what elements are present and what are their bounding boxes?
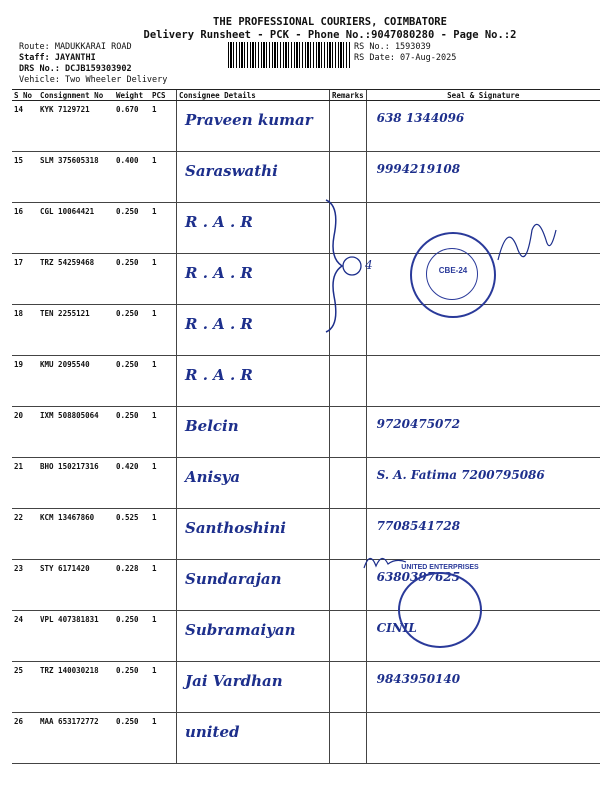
row-remarks	[330, 101, 367, 152]
table-row	[12, 509, 600, 560]
row-consignee-name: R . A . R	[177, 305, 330, 356]
row-weight: 0.250	[114, 203, 150, 254]
row-signature	[366, 305, 600, 356]
vehicle-text: Vehicle: Two Wheeler Delivery	[19, 75, 168, 85]
row-pcs: 1	[150, 203, 177, 254]
row-consignment-no: TEN 2255121	[38, 305, 114, 356]
col-weight: Weight	[114, 90, 150, 101]
row-remarks	[330, 662, 367, 713]
row-sno: 19	[12, 356, 38, 407]
row-consignee-name: R . A . R	[177, 254, 330, 305]
runsheet-table	[12, 89, 600, 764]
row-pcs: 1	[150, 560, 177, 611]
col-seal: Seal & Signature	[366, 90, 600, 101]
bracket-count-text: 4	[365, 258, 373, 272]
row-weight: 0.250	[114, 305, 150, 356]
row-weight: 0.250	[114, 356, 150, 407]
row-weight: 0.250	[114, 254, 150, 305]
row-remarks	[330, 356, 367, 407]
row-remarks	[330, 407, 367, 458]
col-consignee: Consignee Details	[177, 90, 330, 101]
row-consignment-no: IXM 508805064	[38, 407, 114, 458]
row-consignment-no: KCM 13467860	[38, 509, 114, 560]
row-consignment-no: TRZ 140030218	[38, 662, 114, 713]
rs-no-text: RS No.: 1593039	[354, 42, 431, 52]
row-pcs: 1	[150, 101, 177, 152]
row-consignee-name: Saraswathi	[177, 152, 330, 203]
row-weight: 0.250	[114, 611, 150, 662]
staff-text: Staff: JAYANTHI	[19, 53, 96, 63]
row-consignee-name: R . A . R	[177, 203, 330, 254]
row-consignment-no: VPL 407381831	[38, 611, 114, 662]
row-consignment-no: STY 6171420	[38, 560, 114, 611]
route-text: Route: MADUKKARAI ROAD	[19, 42, 132, 52]
row-remarks	[330, 458, 367, 509]
seal-stamp-1	[410, 232, 496, 318]
bracket-annotation	[318, 196, 368, 336]
table-row	[12, 611, 600, 662]
table-row	[12, 458, 600, 509]
row-weight: 0.250	[114, 713, 150, 764]
row-consignee-name: Praveen kumar	[177, 101, 330, 152]
row-consignment-no: SLM 375605318	[38, 152, 114, 203]
row-consignment-no: MAA 653172772	[38, 713, 114, 764]
row-signature: 9720475072	[366, 407, 600, 458]
table-row	[12, 407, 600, 458]
col-consignment: Consignment No	[38, 90, 114, 101]
row-pcs: 1	[150, 458, 177, 509]
row-signature	[366, 356, 600, 407]
row-consignee-name: Anisya	[177, 458, 330, 509]
row-pcs: 1	[150, 407, 177, 458]
row-sno: 24	[12, 611, 38, 662]
row-consignee-name: Belcin	[177, 407, 330, 458]
row-sno: 26	[12, 713, 38, 764]
row-pcs: 1	[150, 356, 177, 407]
row-pcs: 1	[150, 611, 177, 662]
table-header-row	[12, 90, 600, 101]
row-consignment-no: BHO 150217316	[38, 458, 114, 509]
row-consignment-no: CGL 10064421	[38, 203, 114, 254]
table-row	[12, 560, 600, 611]
row-sno: 16	[12, 203, 38, 254]
row-pcs: 1	[150, 509, 177, 560]
row-signature: 6380397625	[366, 560, 600, 611]
row-consignee-name: Subramaiyan	[177, 611, 330, 662]
row-pcs: 1	[150, 662, 177, 713]
meta-right	[354, 42, 456, 64]
row-sno: 18	[12, 305, 38, 356]
table-row	[12, 356, 600, 407]
row-weight: 0.420	[114, 458, 150, 509]
seal-stamp-2	[398, 564, 482, 648]
row-consignment-no: KMU 2095540	[38, 356, 114, 407]
row-weight: 0.250	[114, 662, 150, 713]
col-pcs: PCS	[150, 90, 177, 101]
drs-text: DRS No.: DCJB159303902	[19, 64, 132, 74]
row-sno: 23	[12, 560, 38, 611]
row-sno: 15	[12, 152, 38, 203]
row-consignee-name: Santhoshini	[177, 509, 330, 560]
row-signature: 7708541728	[366, 509, 600, 560]
row-consignee-name: Jai Vardhan	[177, 662, 330, 713]
row-pcs: 1	[150, 254, 177, 305]
row-consignee-name: united	[177, 713, 330, 764]
row-sno: 25	[12, 662, 38, 713]
barcode-image	[228, 42, 350, 68]
table-row	[12, 662, 600, 713]
runsheet-subtitle: Delivery Runsheet - PCK - Phone No.:9047080280 - Page No.:2	[143, 29, 517, 41]
row-remarks	[330, 713, 367, 764]
row-signature: 638 1344096	[366, 101, 600, 152]
row-signature	[366, 713, 600, 764]
row-weight: 0.525	[114, 509, 150, 560]
row-signature: CINIL	[366, 611, 600, 662]
col-sno: S No	[12, 90, 38, 101]
table-row	[12, 305, 600, 356]
row-weight: 0.400	[114, 152, 150, 203]
row-consignment-no: TRZ 54259468	[38, 254, 114, 305]
signature-scribble-2	[360, 548, 410, 574]
stamp2-text: UNITED ENTERPRISES	[401, 564, 479, 571]
row-consignee-name: R . A . R	[177, 356, 330, 407]
signature-scribble-1	[488, 210, 558, 270]
row-signature: 9843950140	[366, 662, 600, 713]
table-row	[12, 713, 600, 764]
table-row	[12, 152, 600, 203]
row-signature: 9994219108	[366, 152, 600, 203]
row-sno: 22	[12, 509, 38, 560]
runsheet-title: THE PROFESSIONAL COURIERS, COIMBATORE	[213, 16, 447, 28]
row-sno: 17	[12, 254, 38, 305]
stamp1-text: CBE-24	[438, 266, 468, 275]
rs-date-text: RS Date: 07-Aug-2025	[354, 53, 457, 63]
row-signature: S. A. Fatima 7200795086	[366, 458, 600, 509]
row-consignment-no: KYK 7129721	[38, 101, 114, 152]
row-remarks	[330, 611, 367, 662]
row-pcs: 1	[150, 713, 177, 764]
col-remarks: Remarks	[330, 90, 367, 101]
row-sno: 20	[12, 407, 38, 458]
row-sno: 14	[12, 101, 38, 152]
row-remarks	[330, 152, 367, 203]
meta-left	[19, 42, 167, 86]
row-weight: 0.670	[114, 101, 150, 152]
row-weight: 0.228	[114, 560, 150, 611]
row-sno: 21	[12, 458, 38, 509]
row-weight: 0.250	[114, 407, 150, 458]
row-consignee-name: Sundarajan	[177, 560, 330, 611]
table-row	[12, 101, 600, 152]
row-pcs: 1	[150, 305, 177, 356]
row-pcs: 1	[150, 152, 177, 203]
